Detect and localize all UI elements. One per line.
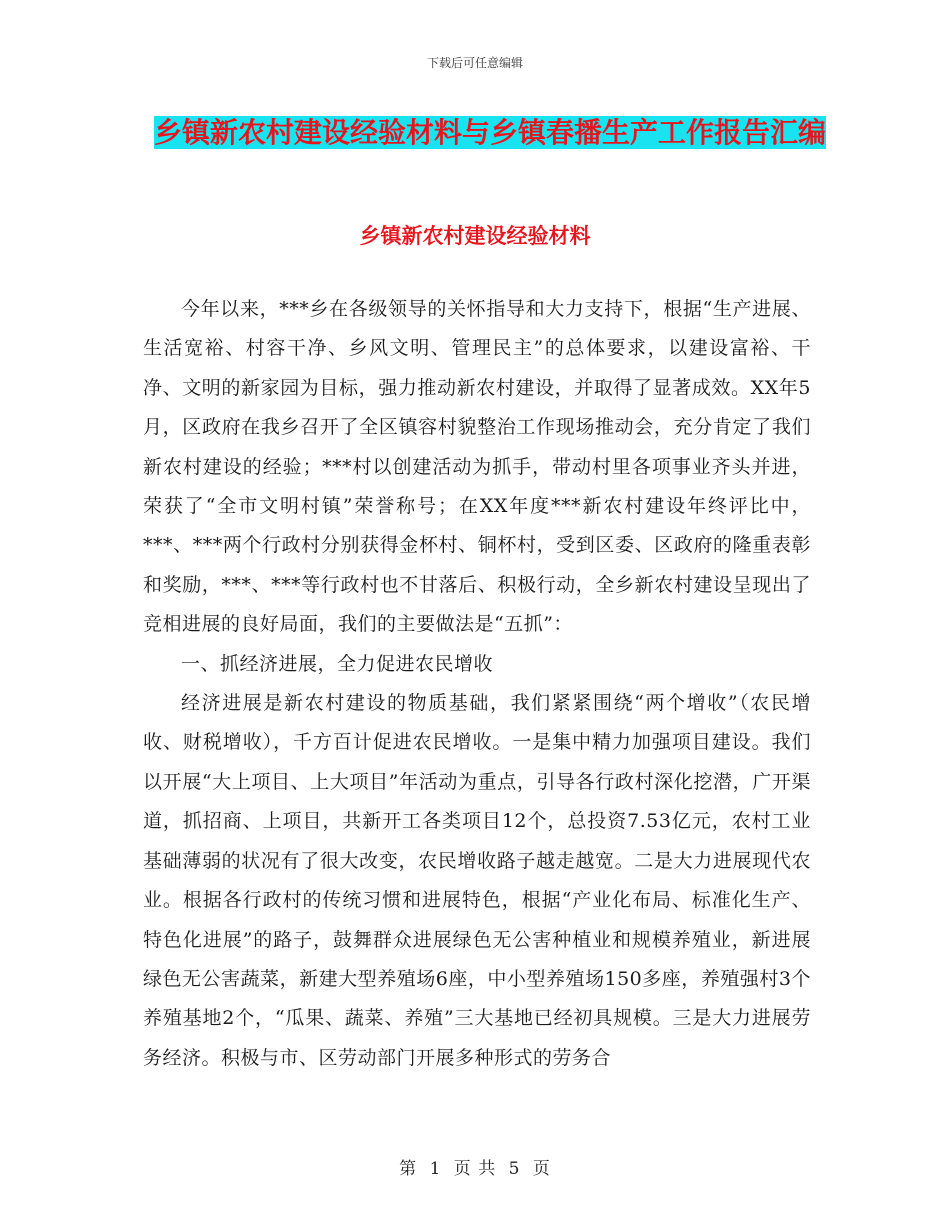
footer-middle: 页 共: [453, 1159, 497, 1179]
document-title: [140, 112, 840, 154]
current-page-number: 1: [429, 1159, 442, 1179]
page-footer: [0, 1154, 950, 1179]
paragraph-heading-1: 一、抓经济进展，全力促进农民增收: [181, 652, 494, 675]
document-title-text: 乡镇新农村建设经验材料与乡镇春播生产工作报告汇编: [153, 116, 826, 149]
document-body: [143, 290, 811, 1078]
header-note: 下载后可任意编辑: [426, 56, 523, 70]
section-title: 乡镇新农村建设经验材料: [359, 223, 591, 248]
footer-prefix: 第: [399, 1159, 418, 1179]
total-page-number: 5: [508, 1159, 521, 1179]
paragraph-economy: 经济进展是新农村建设的物质基础，我们紧紧围绕“两个增收”（农民增收、财税增收），千方百计促进农民增收。一是集中精力加强项目建设。我们以开展“大上项目、上大项目”年活动为重点，引导各行政村深化挖潜，广开渠道，抓招商、上项目，共新开工各类项目12个，总投资7.53亿元，农村工业基础薄弱的状况有了很大改变，农民增收路子越走越宽。二是大力进展现代农业。根据各行政村的传统习惯和进展特色，根据“产业化布局、标准化生产、特色化进展”的路子，鼓舞群众进展绿色无公害种植业和规模养殖业，新进展绿色无公害蔬菜，新建大型养殖场6座，中小型养殖场150多座，养殖强村3个养殖基地2个，“瓜果、蔬菜、养殖”三大基地已经初具规模。三是大力进展劳务经济。积极与市、区劳动部门开展多种形式的劳务合: [143, 692, 811, 1069]
footer-suffix: 页: [532, 1159, 551, 1179]
paragraph-intro: 今年以来，***乡在各级领导的关怀指导和大力支持下，根据“生产进展、生活宽裕、村容干净、乡风文明、管理民主”的总体要求，以建设富裕、干净、文明的新家园为目标，强力推动新农村建设，并取得了显著成效。XX年5月，区政府在我乡召开了全区镇容村貌整治工作现场推动会，充分肯定了我们新农村建设的经验；***村以创建活动为抓手，带动村里各项事业齐头并进，荣获了“全市文明村镇”荣誉称号；在XX年度***新农村建设年终评比中，***、***两个行政村分别获得金杯村、铜杯村，受到区委、区政府的隆重表彰和奖励，***、***等行政村也不甘落后、积极行动，全乡新农村建设呈现出了竞相进展的良好局面，我们的主要做法是“五抓”：: [143, 298, 811, 636]
